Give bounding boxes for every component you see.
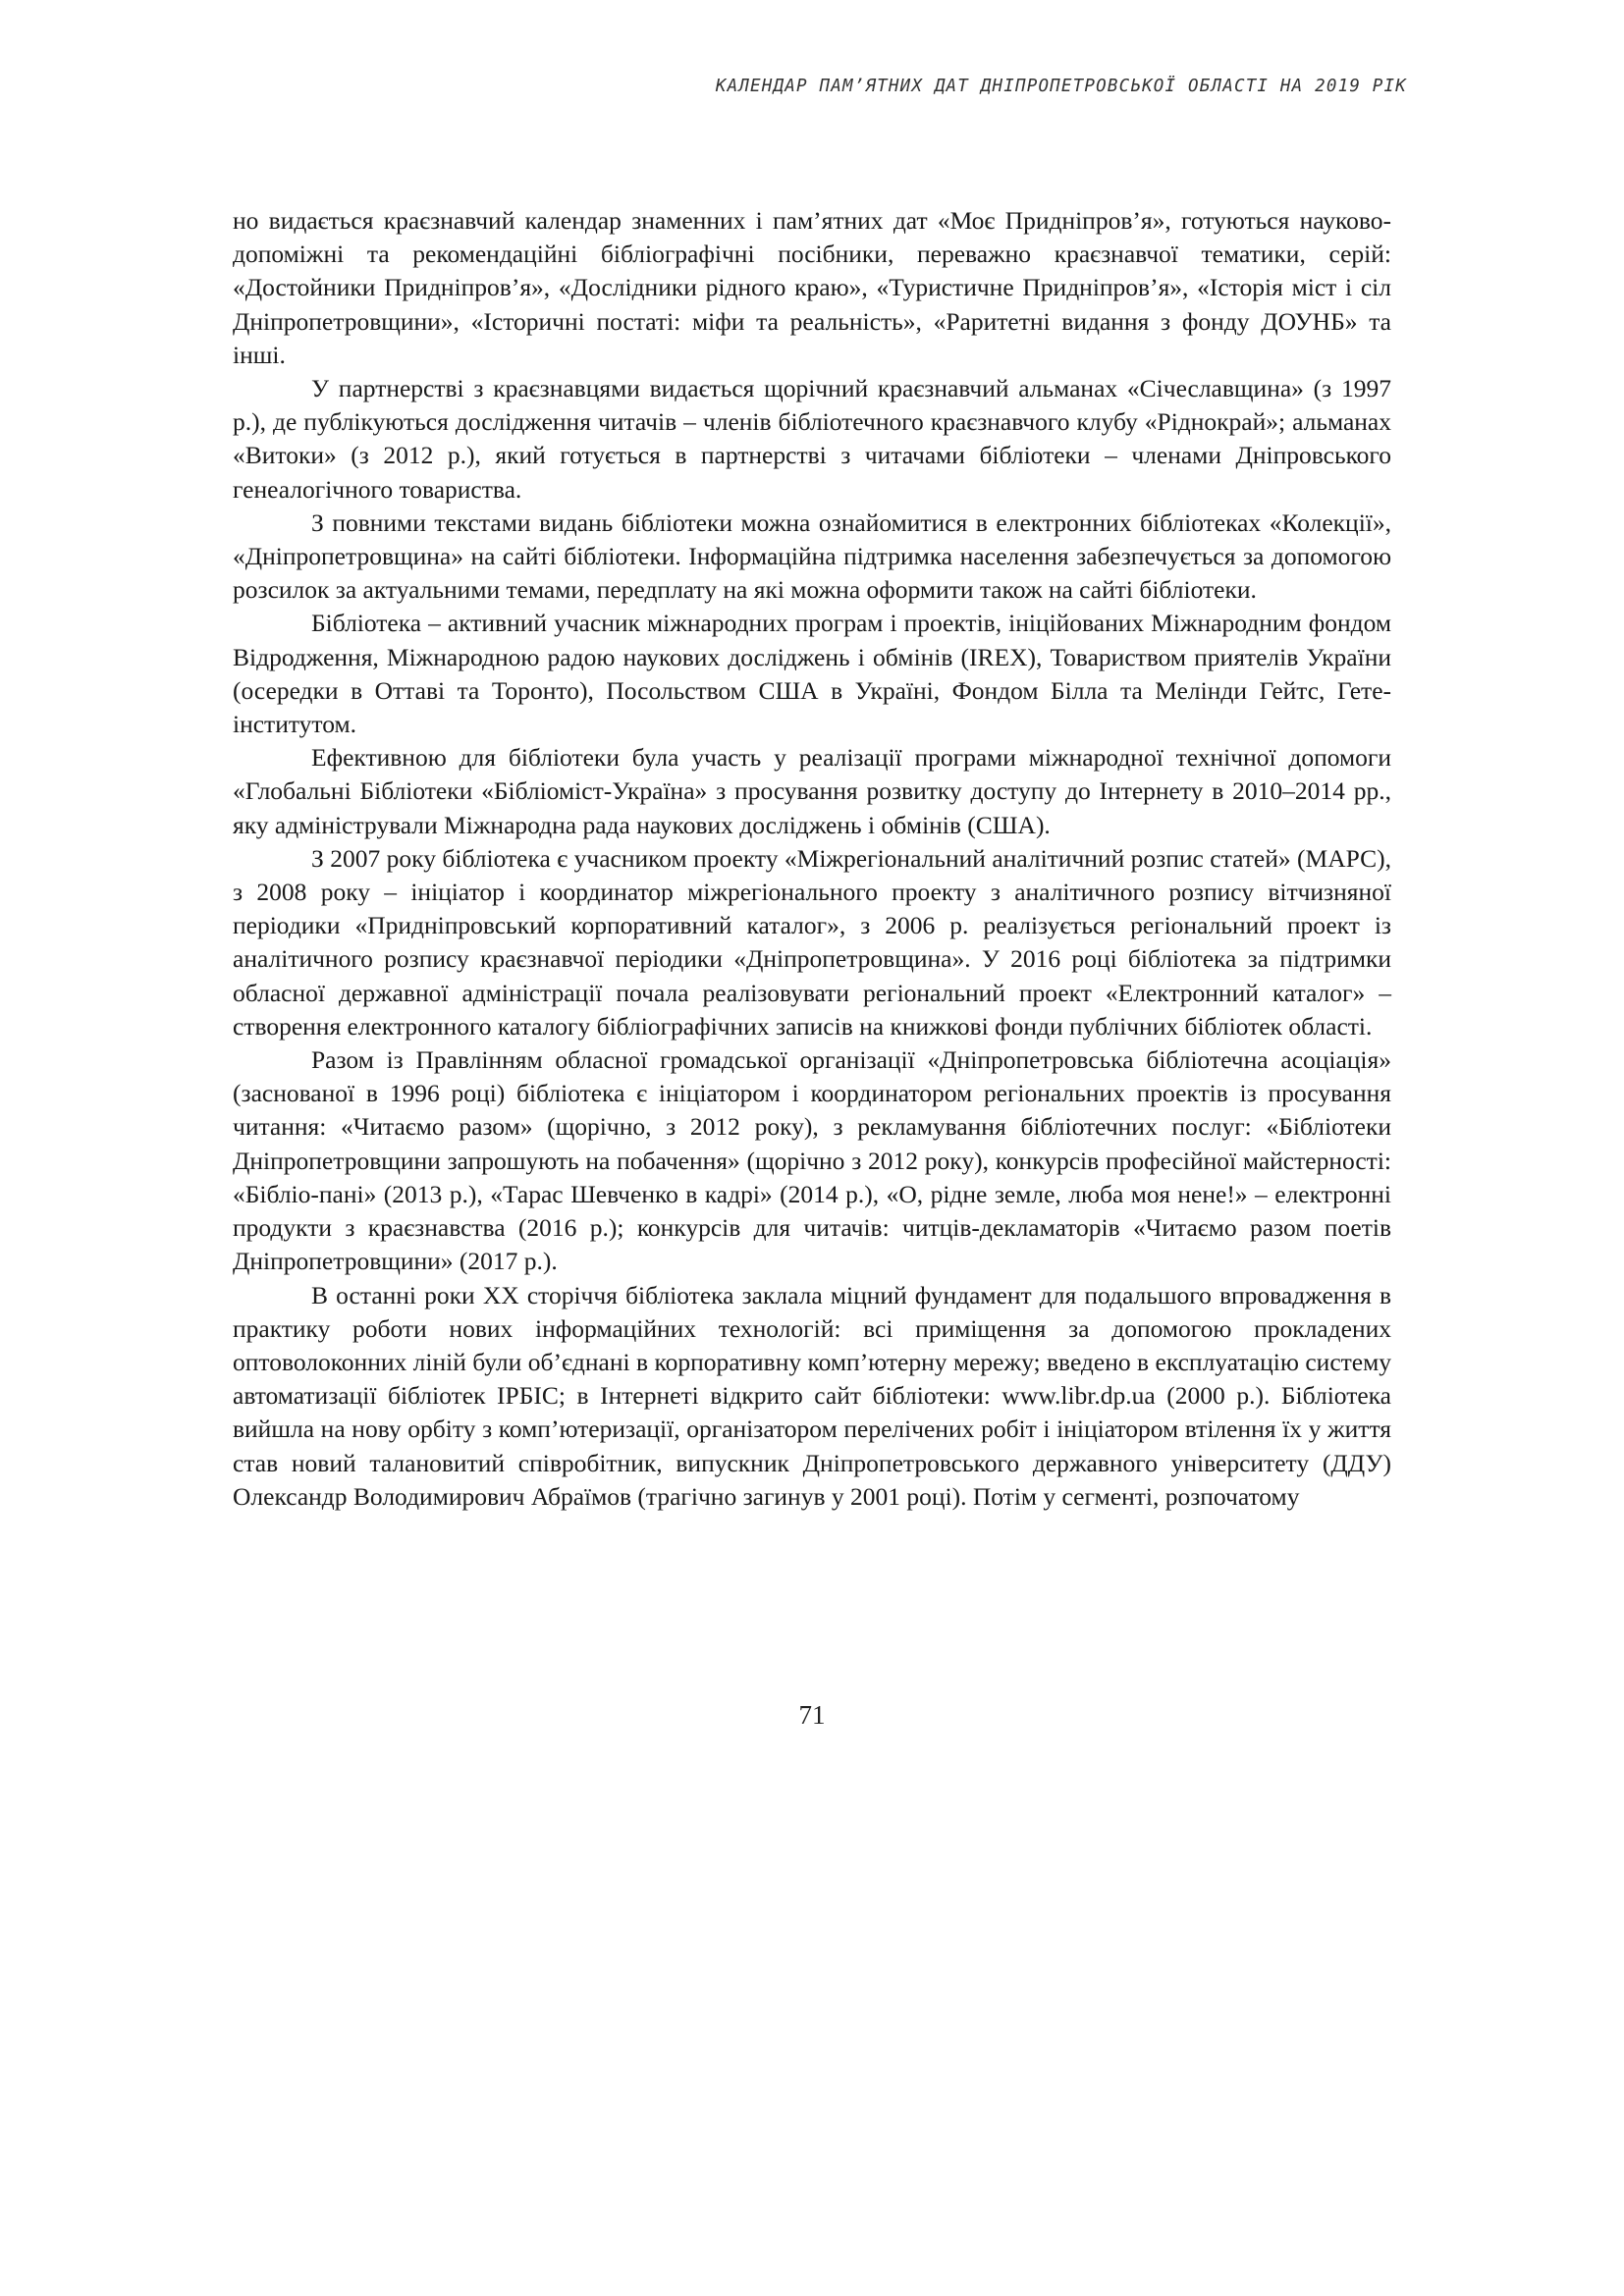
paragraph: В останні роки ХХ сторіччя бібліотека заклала міцний фундамент для подальшого впровадження в практику роботи нових інформаційних технологій: всі приміщення за допомогою прокладених оптоволоконних ліній були об’єднані в корпоративну комп’ютерну мережу; введено в експлуатацію систему автоматизації бібліотек ІРБІС; в Інтернеті відкрито сайт бібліотеки: www.libr.dp.ua (2000 р.). Бібліотека вийшла на нову орбіту з комп’ютеризації, організатором перелічених робіт і ініціатором втілення їх у життя став новий талановитий співробітник, випускник Дніпропетровського державного університету (ДДУ) Олександр Володимирович Абраїмов (трагічно загинув у 2001 році). Потім у сегменті, розпочатому [233,1280,1391,1511]
paragraph-continuation: но видається краєзнавчий календар знаменних і пам’ятних дат «Моє Придніпров’я», готуються науково-допоміжні та рекомендаційні бібліографічні посібники, переважно краєзнавчої тематики, серій: «Достойники Придніпров’я», «Дослідники рідного краю», «Туристичне Придніпров’я», «Історія міст і сіл Дніпропетровщини», «Історичні постаті: міфи та реальність», «Раритетні видання з фонду ДОУНБ» та інші. [233,206,1391,369]
running-header: КАЛЕНДАР ПАМ’ЯТНИХ ДАТ ДНІПРОПЕТРОВСЬКОЇ ОБЛАСТІ НА 2019 РІК [715,77,1407,96]
paragraph: Разом із Правлінням обласної громадської організації «Дніпропетровська бібліотечна асоціація» (заснованої в 1996 році) бібліотека є ініціатором і координатором регіональних проектів із просування читання: «Читаємо разом» (щорічно, з 2012 року), з рекламування бібліотечних послуг: «Бібліотеки Дніпропетровщини запрошують на побачення» (щорічно з 2012 року), конкурсів професійної майстерності: «Бібліо-пані» (2013 р.), «Тарас Шевченко в кадрі» (2014 р.), «О, рідне земле, люба моя нене!» – електронні продукти з краєзнавства (2016 р.); конкурсів для читачів: читців-декламаторів «Читаємо разом поетів Дніпропетровщини» (2017 р.). [233,1045,1391,1276]
paragraph: Ефективною для бібліотеки була участь у реалізації програми міжнародної технічної допомоги «Глобальні Бібліотеки «Бібліоміст-Україна» з просування розвитку доступу до Інтернету в 2010–2014 рр., яку адміністрували Міжнародна рада наукових досліджень і обмінів (США). [233,743,1391,839]
body-text [233,204,1391,1514]
paragraph: З 2007 року бібліотека є учасником проекту «Міжрегіональний аналітичний розпис статей» (МАРС), з 2008 року – ініціатор і координатор міжрегіонального проекту з аналітичного розпису вітчизняної періодики «Придніпровський корпоративний каталог», з 2006 р. реалізується регіональний проект із аналітичного розпису краєзнавчої періодики «Дніпропетровщина». У 2016 році бібліотека за підтримки обласної державної адміністрації почала реалізовувати регіональний проект «Електронний каталог» – створення електронного каталогу бібліографічних записів на книжкові фонди публічних бібліотек області. [233,843,1391,1041]
paragraph: З повними текстами видань бібліотеки можна ознайомитися в електронних бібліотеках «Колекції», «Дніпропетровщина» на сайті бібліотеки. Інформаційна підтримка населення забезпечується за допомогою розсилок за актуальними темами, передплату на які можна оформити також на сайті бібліотеки. [233,507,1391,605]
paragraph: Бібліотека – активний учасник міжнародних програм і проектів, ініційованих Міжнародним фондом Відродження, Міжнародною радою наукових досліджень і обмінів (IREX), Товариством приятелів України (осередки в Оттаві та Торонто), Посольством США в Україні, Фондом Білла та Мелінди Гейтс, Гете-інститутом. [233,609,1391,739]
page-number: 71 [798,1700,826,1730]
paragraph: У партнерстві з краєзнавцями видається щорічний краєзнавчий альманах «Січеславщина» (з 1997 р.), де публікуються дослідження читачів – членів бібліотечного краєзнавчого клубу «Ріднокрай»; альманах «Витоки» (з 2012 р.), який готується в партнерстві з читачами бібліотеки – членами Дніпровського генеалогічного товариства. [233,374,1391,504]
